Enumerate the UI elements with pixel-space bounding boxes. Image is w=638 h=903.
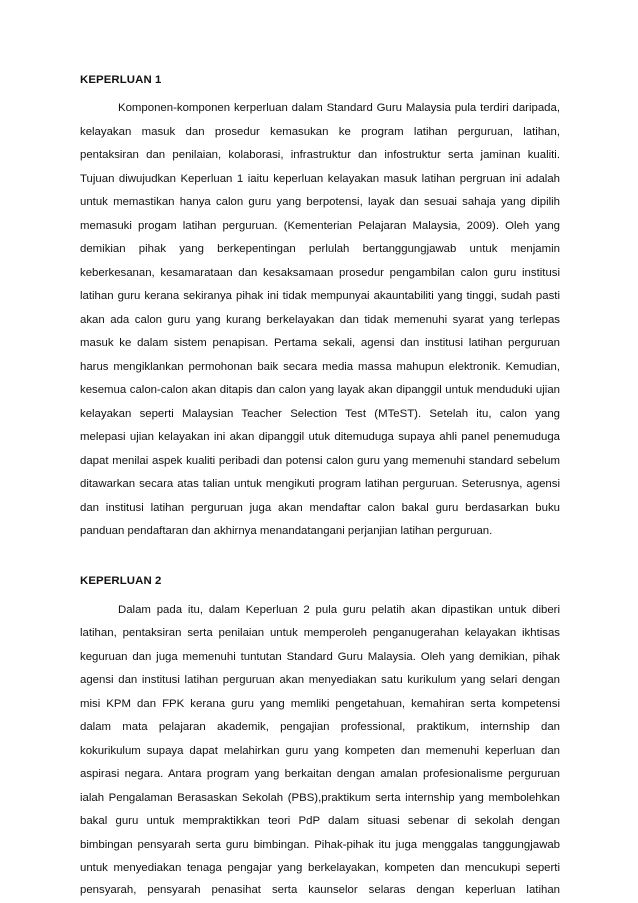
paragraph-line: bakal guru untuk mempraktikkan teori PdP dalam situasi sebenar di sekolah dengan — [80, 815, 560, 827]
paragraph-line: dan institusi latihan perguruan juga akan mendaftar calon bakal guru berdasarkan buku — [80, 502, 560, 514]
paragraph-line: panduan pendaftaran dan akhirnya menandatangani perjanjian latihan perguruan. — [80, 525, 493, 537]
paragraph-line: demikian pihak yang berkepentingan perlulah bertanggungjawab untuk menjamin — [80, 243, 560, 255]
paragraph-line: akan ada calon guru yang kurang berkelayakan dan tidak memenuhi syarat yang terlepas — [80, 314, 560, 326]
paragraph-line: kokurikulum supaya dapat melahirkan guru yang kompeten dan memenuhi keperluan dan — [80, 745, 560, 757]
paragraph-line: Tujuan diwujudkan Keperluan 1 iaitu keperluan kelayakan masuk latihan pergruan ini adalah — [80, 173, 560, 185]
paragraph-line: keberkesanan, kesamarataan dan kesaksamaan prosedur pengambilan calon guru institusi — [80, 267, 560, 279]
paragraph-line: melepasi ujian kelayakan ini akan dipanggil utuk ditemuduga supaya ahli panel penemuduga — [80, 431, 560, 443]
paragraph-line: kelayakan masuk dan prosedur kemasukan ke program latihan perguruan, latihan, — [80, 126, 560, 138]
paragraph-line: Dalam pada itu, dalam Keperluan 2 pula guru pelatih akan dipastikan untuk diberi — [118, 604, 560, 616]
paragraph-line: untuk menyediakan tenaga pengajar yang berkelayakan, kompeten dan mencukupi seperti — [80, 862, 560, 874]
paragraph-line: harus mengiklankan permohonan baik secara media massa mahupun elektronik. Kemudian, — [80, 361, 560, 373]
paragraph-line: kesemua calon-calon akan ditapis dan calon yang layak akan dipanggil untuk menduduki ujian — [80, 384, 560, 396]
paragraph-line: dapat menilai aspek kualiti peribadi dan potensi calon guru yang memenuhi standard sebelum — [80, 455, 560, 467]
paragraph-line: aspirasi negara. Antara program yang berkaitan dengan amalan profesionalisme perguruan — [80, 768, 560, 780]
paragraph-line: dalam mata pelajaran akademik, pengajian professional, praktikum, internship dan — [80, 721, 560, 733]
paragraph-line: misi KPM dan FPK kerana guru yang memliki pengetahuan, kemahiran serta kompetensi — [80, 698, 560, 710]
paragraph-line: latihan, pentaksiran serta penilaian untuk memperoleh penganugerahan kelayakan ikhtisas — [80, 627, 560, 639]
paragraph-line: agensi dan institusi latihan perguruan akan menyediakan satu kurikulum yang selari dengan — [80, 674, 560, 686]
paragraph-line: ditawarkan secara atas talian untuk mengikuti program latihan perguruan. Seterusnya, agensi — [80, 478, 560, 490]
paragraph-line: Komponen-komponen kerperluan dalam Standard Guru Malaysia pula terdiri daripada, — [118, 102, 560, 114]
paragraph-line: pentaksiran dan penilaian, kolaborasi, infrastruktur dan infostruktur serta jaminan kualiti. — [80, 149, 560, 161]
section-heading: KEPERLUAN 2 — [80, 575, 162, 587]
section-heading: KEPERLUAN 1 — [80, 74, 162, 86]
paragraph-line: pensyarah, pensyarah penasihat serta kaunselor selaras dengan keperluan latihan — [80, 884, 560, 896]
paragraph-line: masuk ke dalam sistem penapisan. Pertama sekali, agensi dan institusi latihan perguruan — [80, 337, 560, 349]
paragraph-line: memasuki progam latihan perguruan. (Kementerian Pelajaran Malaysia, 2009). Oleh yang — [80, 220, 560, 232]
paragraph-line: keguruan dan juga memenuhi tuntutan Standard Guru Malaysia. Oleh yang demikian, pihak — [80, 651, 560, 663]
paragraph-line: latihan guru kerana sekiranya pihak ini tidak mempunyai akauntabiliti yang tinggi, sudah pasti — [80, 290, 560, 302]
paragraph-line: kelayakan seperti Malaysian Teacher Selection Test (MTeST). Setelah itu, calon yang — [80, 408, 560, 420]
paragraph-line: ialah Pengalaman Berasaskan Sekolah (PBS),praktikum serta internship yang membolehkan — [80, 792, 560, 804]
paragraph-line: bimbingan pensyarah serta guru bimbingan. Pihak-pihak itu juga menggalas tanggungjawab — [80, 839, 560, 851]
paragraph-line: untuk memastikan hanya calon guru yang berpotensi, layak dan sesuai sahaja yang dipilih — [80, 196, 560, 208]
